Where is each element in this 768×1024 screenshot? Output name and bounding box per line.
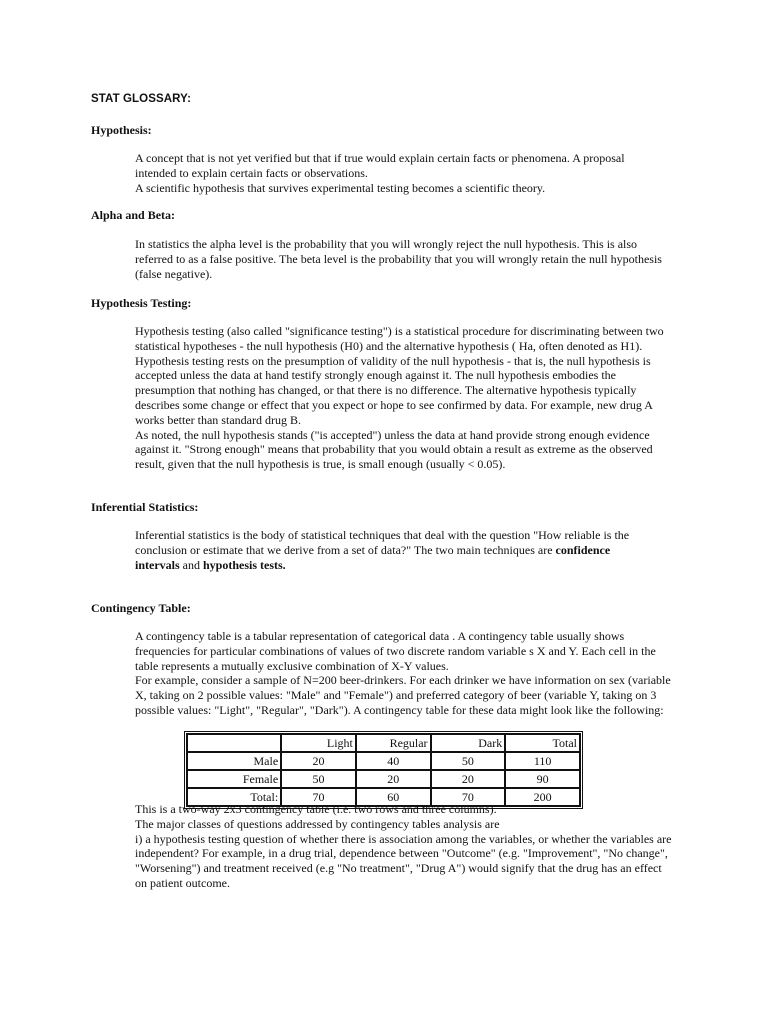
paragraph-contingency-table <box>135 629 680 718</box>
column-header: Light <box>281 734 356 752</box>
column-header: Total <box>505 734 580 752</box>
heading-inferential-statistics: Inferential Statistics: <box>91 500 199 514</box>
table-cell: 70 <box>281 788 356 806</box>
row-label: Male <box>187 752 281 770</box>
paragraph-hypothesis <box>135 151 655 195</box>
column-header: Regular <box>356 734 431 752</box>
paragraph-hypothesis-testing <box>135 324 675 472</box>
paragraph-line: For example, consider a sample of N=200 beer-drinkers. For each drinker we have information on sex (variable X, taking on 2 possible values: "Male" and "Female") and preferred category of beer (variable Y, taking on 3 possible values: "Light", "Regular", "Dark"). A contingency table for these data might look like the following: <box>135 673 671 717</box>
table-header-row <box>187 734 580 752</box>
table-cell: 200 <box>505 788 580 806</box>
paragraph-line: Hypothesis testing (also called "significance testing") is a statistical procedure for discriminating between two statistical hypotheses - the null hypothesis (H0) and the alternative hypothesis ( Ha, often denoted as H1). Hypothesis testing rests on the presumption of validity of the null hypothesis - that is, the null hypothesis is accepted unless the data at hand testify strongly enough against it. The null hypothesis embodies the presumption that nothing has changed, or that there is no difference. The alternative hypothesis typically describes some change or effect that you expect or hope to see confirmed by data. For example, new drug A works better than standard drug B. <box>135 324 664 427</box>
document-title: STAT GLOSSARY: <box>91 93 191 105</box>
paragraph-line: This is a two-way 2x3 contingency table (i.e. two rows and three columns). <box>135 802 497 816</box>
row-label: Total: <box>187 788 281 806</box>
heading-alpha-beta: Alpha and Beta: <box>91 208 176 222</box>
term-hypothesis-tests: hypothesis tests. <box>203 557 286 572</box>
paragraph-line: A scientific hypothesis that survives experimental testing becomes a scientific theory. <box>135 180 546 195</box>
paragraph-inferential-statistics <box>135 528 655 572</box>
table-cell: 110 <box>505 752 580 770</box>
paragraph-line: A contingency table is a tabular representation of categorical data . A contingency table usually shows frequencies for particular combinations of values of two discrete random variable s X and Y. Each cell in the table represents a mutually exclusive combination of X-Y values. <box>135 629 656 673</box>
term-confidence-intervals: confidence intervals <box>135 542 611 572</box>
table-cell: 20 <box>281 752 356 770</box>
paragraph-line: A concept that is not yet verified but that if true would explain certain facts or phenomena. A proposal intended to explain certain facts or observations. <box>135 151 625 180</box>
paragraph-alpha-beta <box>135 237 667 281</box>
paragraph-line: i) a hypothesis testing question of whether there is association among the variables, or whether the variables are independent? For example, in a drug trial, dependence between "Outcome" (e.g. "Improvement", "No change", "Worsening") and treatment received (e.g "No treatment", "Drug A") would signify that the drug has an effect on patient outcome. <box>135 831 672 890</box>
heading-hypothesis: Hypothesis: <box>91 123 152 137</box>
table-cell: 60 <box>356 788 431 806</box>
paragraph-line: As noted, the null hypothesis stands ("is accepted") unless the data at hand provide strong enough evidence against it. "Strong enough" means that probability that you would obtain a result as extreme as the observed result, given that the null hypothesis is true, is small enough (usually < 0.05). <box>135 427 653 472</box>
table-cell: 70 <box>431 788 506 806</box>
table-cell: 20 <box>356 770 431 788</box>
paragraph-contingency-followup <box>135 802 695 891</box>
table-row <box>187 770 580 788</box>
contingency-table <box>184 731 583 809</box>
table-row <box>187 752 580 770</box>
table-cell: 20 <box>431 770 506 788</box>
row-label: Female <box>187 770 281 788</box>
heading-hypothesis-testing: Hypothesis Testing: <box>91 296 192 310</box>
column-header: Dark <box>431 734 506 752</box>
table-cell: 50 <box>281 770 356 788</box>
inferential-joiner: and <box>179 557 203 572</box>
inferential-text: Inferential statistics is the body of statistical techniques that deal with the question "How reliable is the conclusion or estimate that we derive from a set of data?" The two main techniques are <box>135 528 630 557</box>
heading-contingency-table: Contingency Table: <box>91 601 191 615</box>
paragraph-line: The major classes of questions addressed by contingency tables analysis are <box>135 816 500 831</box>
table-corner-cell <box>187 734 281 752</box>
table-cell: 50 <box>431 752 506 770</box>
paragraph-line: In statistics the alpha level is the probability that you will wrongly reject the null hypothesis. This is also referred to as a false positive. The beta level is the probability that you will wrongly retain the null hypothesis (false negative). <box>135 237 662 281</box>
table-cell: 90 <box>505 770 580 788</box>
table-cell: 40 <box>356 752 431 770</box>
